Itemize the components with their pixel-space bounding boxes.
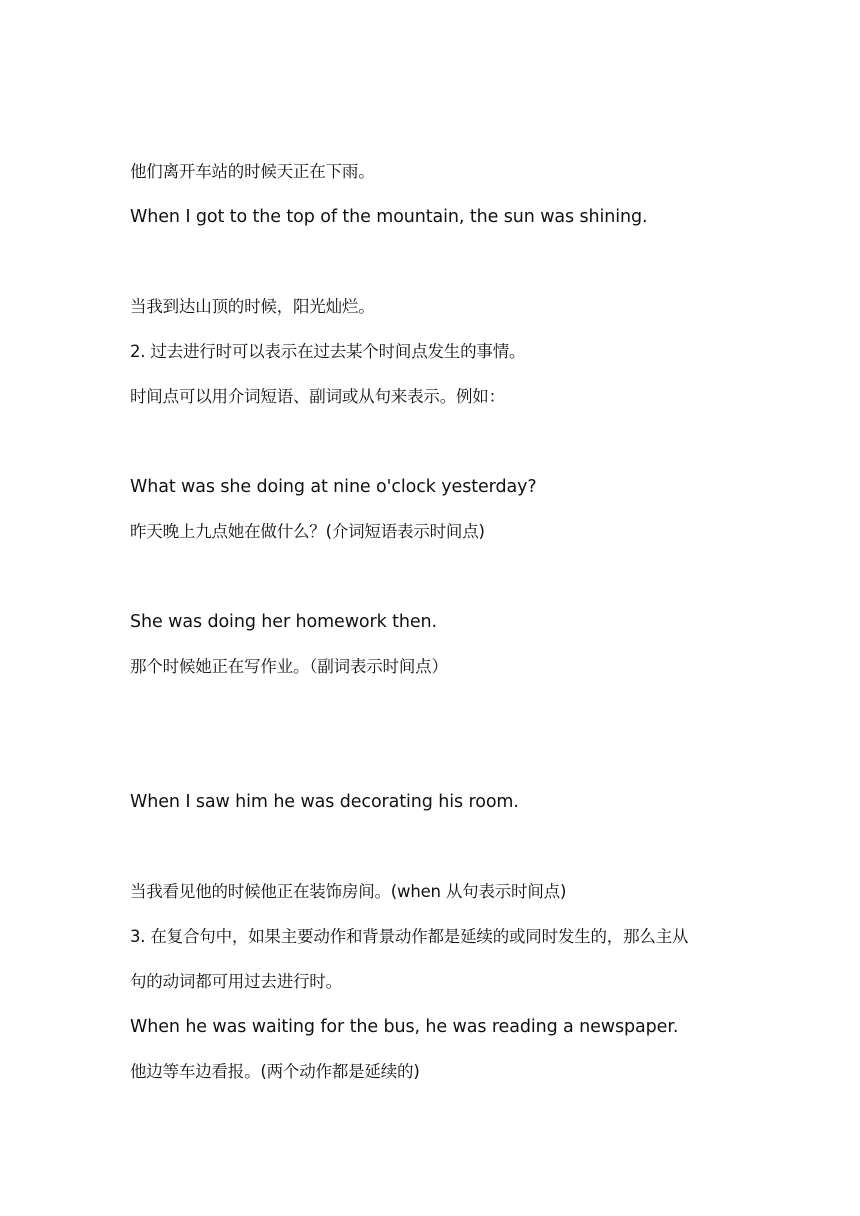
text-line: What was she doing at nine o'clock yesterday? xyxy=(130,477,537,497)
text-line: 当我到达山顶的时候，阳光灿烂。 xyxy=(130,297,375,316)
text-line: 2. 过去进行时可以表示在过去某个时间点发生的事情。 xyxy=(130,342,526,361)
text-line: 3. 在复合句中，如果主要动作和背景动作都是延续的或同时发生的，那么主从 xyxy=(130,927,689,946)
text-line: When I got to the top of the mountain, the sun was shining. xyxy=(130,207,648,227)
text-line: She was doing her homework then. xyxy=(130,612,437,632)
text-line: When he was waiting for the bus, he was reading a newspaper. xyxy=(130,1017,679,1037)
text-line: 那个时候她正在写作业。（副词表示时间点） xyxy=(130,657,448,676)
text-line: When I saw him he was decorating his room. xyxy=(130,792,519,812)
text-line: 他边等车边看报。(两个动作都是延续的) xyxy=(130,1062,420,1081)
text-line: 时间点可以用介词短语、副词或从句来表示。例如： xyxy=(130,387,505,406)
text-line: 昨天晚上九点她在做什么？(介词短语表示时间点) xyxy=(130,522,485,541)
text-line: 他们离开车站的时候天正在下雨。 xyxy=(130,162,375,181)
text-line: 当我看见他的时候他正在装饰房间。(when 从句表示时间点) xyxy=(130,882,567,901)
text-line: 句的动词都可用过去进行时。 xyxy=(130,972,342,991)
